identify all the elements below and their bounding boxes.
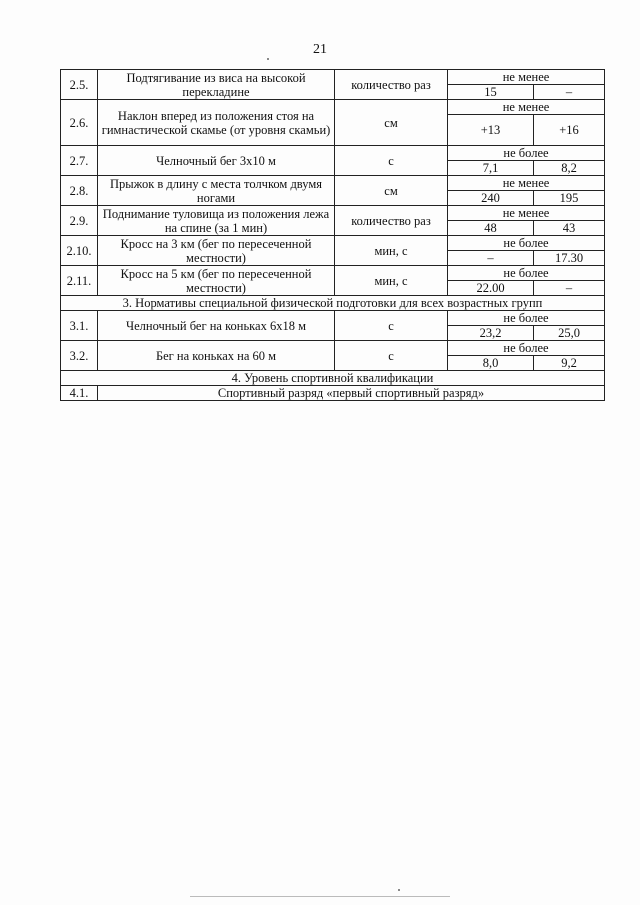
exercise-name: Поднимание туловища из положения лежа на спине (за 1 мин) bbox=[98, 206, 335, 236]
exercise-name: Подтягивание из виса на высокой перекладине bbox=[98, 70, 335, 100]
section-title: 4. Уровень спортивной квалификации bbox=[61, 371, 605, 386]
value-cell: +13 bbox=[448, 115, 534, 146]
table-row bbox=[61, 176, 605, 191]
row-number: 2.6. bbox=[61, 100, 98, 146]
value-cell: +16 bbox=[534, 115, 605, 146]
value-cell: 17.30 bbox=[534, 251, 605, 266]
row-number: 2.9. bbox=[61, 206, 98, 236]
table-row bbox=[61, 236, 605, 251]
criterion: не менее bbox=[448, 100, 605, 115]
section-row bbox=[61, 371, 605, 386]
value-cell: 23,2 bbox=[448, 326, 534, 341]
criterion: не менее bbox=[448, 206, 605, 221]
scan-speck bbox=[267, 58, 269, 60]
value-cell: 9,2 bbox=[534, 356, 605, 371]
row-number: 2.8. bbox=[61, 176, 98, 206]
exercise-name: Прыжок в длину с места толчком двумя ногами bbox=[98, 176, 335, 206]
row-number: 2.7. bbox=[61, 146, 98, 176]
value-cell: 43 bbox=[534, 221, 605, 236]
value-cell: 8,2 bbox=[534, 161, 605, 176]
table-row bbox=[61, 206, 605, 221]
unit: мин, с bbox=[335, 236, 448, 266]
table-row bbox=[61, 100, 605, 115]
unit: см bbox=[335, 176, 448, 206]
exercise-name: Кросс на 5 км (бег по пересеченной местности) bbox=[98, 266, 335, 296]
value-cell: 22.00 bbox=[448, 281, 534, 296]
row-number: 2.10. bbox=[61, 236, 98, 266]
criterion: не более bbox=[448, 146, 605, 161]
table-row bbox=[61, 341, 605, 356]
value-cell: 25,0 bbox=[534, 326, 605, 341]
qualification-text: Спортивный разряд «первый спортивный разряд» bbox=[98, 386, 605, 401]
section-row bbox=[61, 296, 605, 311]
table-row bbox=[61, 266, 605, 281]
value-cell: – bbox=[534, 85, 605, 100]
standards-table bbox=[60, 69, 605, 401]
exercise-name: Челночный бег на коньках 6х18 м bbox=[98, 311, 335, 341]
page-number: 21 bbox=[313, 42, 327, 57]
table-row bbox=[61, 70, 605, 85]
criterion: не более bbox=[448, 311, 605, 326]
unit: количество раз bbox=[335, 206, 448, 236]
criterion: не более bbox=[448, 341, 605, 356]
value-cell: 240 bbox=[448, 191, 534, 206]
value-cell: 15 bbox=[448, 85, 534, 100]
unit: количество раз bbox=[335, 70, 448, 100]
unit: см bbox=[335, 100, 448, 146]
unit: мин, с bbox=[335, 266, 448, 296]
exercise-name: Кросс на 3 км (бег по пересеченной местности) bbox=[98, 236, 335, 266]
value-cell: 8,0 bbox=[448, 356, 534, 371]
value-cell: 7,1 bbox=[448, 161, 534, 176]
row-number: 3.1. bbox=[61, 311, 98, 341]
table-row bbox=[61, 146, 605, 161]
unit: с bbox=[335, 311, 448, 341]
section-title: 3. Нормативы специальной физической подготовки для всех возрастных групп bbox=[61, 296, 605, 311]
exercise-name: Бег на коньках на 60 м bbox=[98, 341, 335, 371]
table-row bbox=[61, 311, 605, 326]
row-number: 2.5. bbox=[61, 70, 98, 100]
row-number: 4.1. bbox=[61, 386, 98, 401]
unit: с bbox=[335, 341, 448, 371]
scan-edge-line bbox=[190, 896, 450, 897]
exercise-name: Челночный бег 3х10 м bbox=[98, 146, 335, 176]
unit: с bbox=[335, 146, 448, 176]
criterion: не менее bbox=[448, 176, 605, 191]
table-row bbox=[61, 386, 605, 401]
value-cell: – bbox=[534, 281, 605, 296]
criterion: не более bbox=[448, 236, 605, 251]
row-number: 2.11. bbox=[61, 266, 98, 296]
exercise-name: Наклон вперед из положения стоя на гимнастической скамье (от уровня скамьи) bbox=[98, 100, 335, 146]
value-cell: 48 bbox=[448, 221, 534, 236]
criterion: не менее bbox=[448, 70, 605, 85]
criterion: не более bbox=[448, 266, 605, 281]
row-number: 3.2. bbox=[61, 341, 98, 371]
scan-speck bbox=[398, 889, 400, 891]
value-cell: – bbox=[448, 251, 534, 266]
value-cell: 195 bbox=[534, 191, 605, 206]
